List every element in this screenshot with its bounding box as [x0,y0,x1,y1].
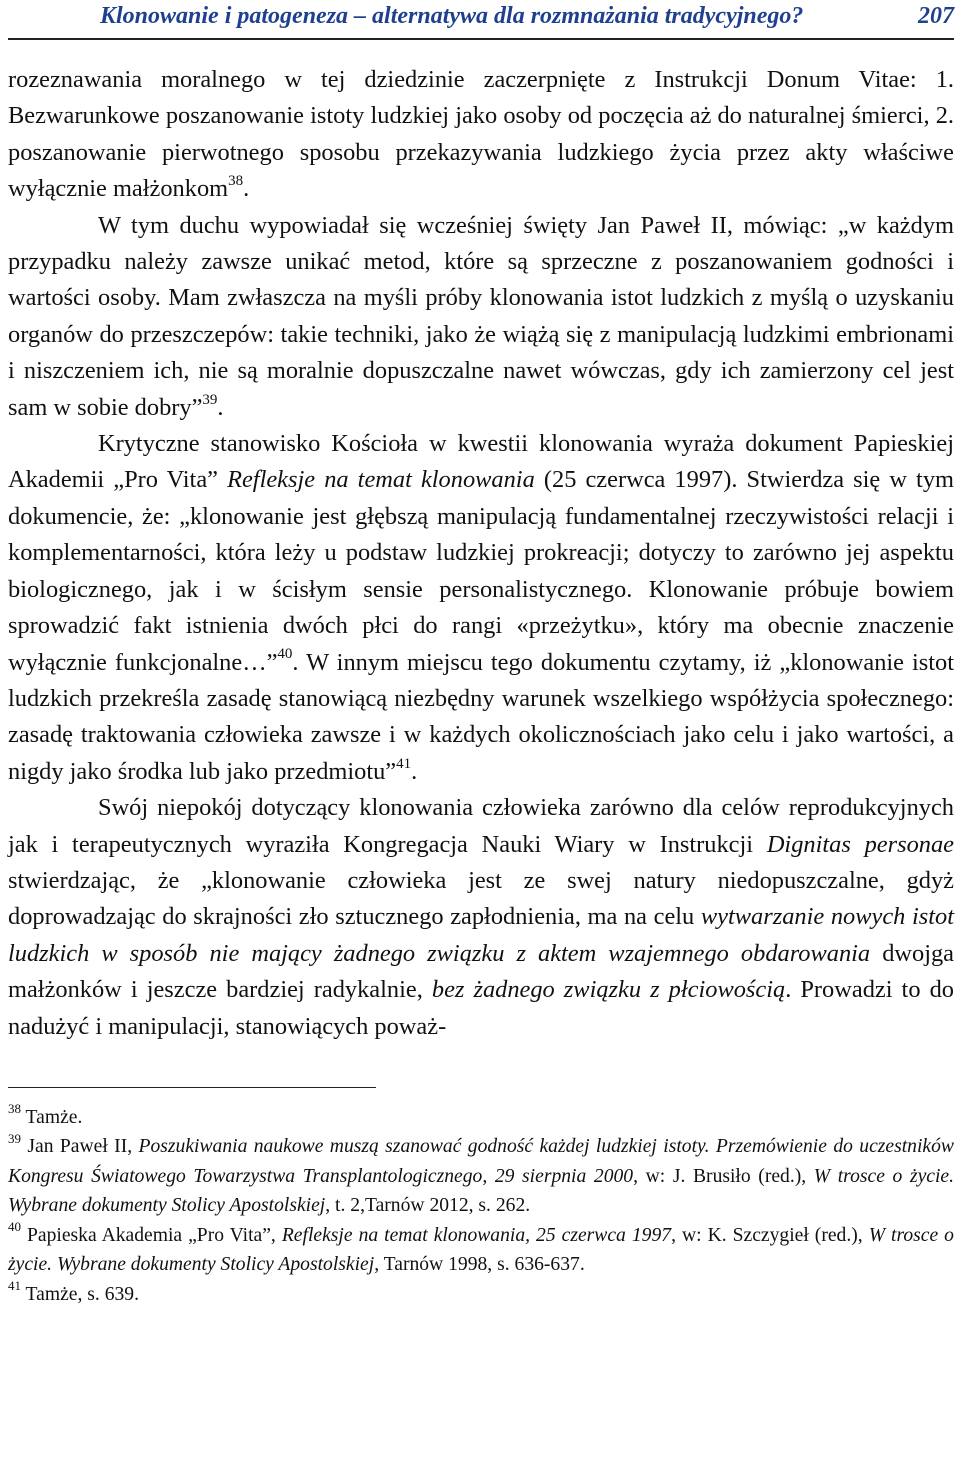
footnote-39 [8,1132,954,1221]
text-run: Swój niepokój dotyczący klonowania człowieka zarówno dla celów reprodukcyjnych jak i terapeutycznych wyraziła Kongregacja Nauki Wiary w Instrukcji [8,794,954,858]
footnote-number: 38 [8,1101,21,1117]
page [8,0,954,1309]
footnote-number: 41 [8,1278,21,1294]
text-run: . Prowadzi to do nadużyć i manipulacji, stanowiących poważ- [8,976,954,1040]
footnote-number: 39 [8,1130,21,1146]
text-run: rozeznawania moralnego w tej dziedzinie zaczerpnięte z Instrukcji Donum Vitae: 1. Bezwarunkowe poszanowanie istoty ludzkiej jako osoby od poczęcia aż do naturalnej śmierci, 2. poszanowanie pierwotnego sposobu przekazywania ludzkiego życia przez akty właściwe wyłącznie małżonkom [8,66,954,203]
italic-emphasis: wytwarzanie nowych istot ludzkich w sposób nie mający żadnego związku z aktem wzajemnego obdarowania [8,903,954,967]
italic-title: Refleksje na temat klonowania [227,466,535,494]
footnote-38 [8,1103,954,1133]
footnote-40 [8,1221,954,1280]
footnote-41 [8,1280,954,1310]
paragraph-1 [8,62,954,208]
footnote-italic: W trosce o życie. Wybrane dokumenty Stolicy Apostolskiej [8,1165,954,1217]
footnote-text: , Tarnów 1998, s. 636-637. [374,1254,585,1276]
running-title: Klonowanie i patogeneza – alternatywa dla rozmnażania tradycyjnego? [100,3,804,29]
text-run: stwierdzając, że „klonowanie człowieka jest ze swej natury niedopuszczalne, gdyż doprowadzając do skrajności zło sztucznego zapłodnienia, ma na celu [8,866,954,931]
footnote-text: , w: J. Brusiło (red.), [633,1165,814,1187]
text-run: . [243,175,250,203]
text-run: Krytyczne stanowisko Kościoła w kwestii klonowania wyraża dokument Papieskiej Akademii „Pro Vita” [8,430,954,494]
paragraph-3 [8,790,954,1045]
footnote-italic: Poszukiwania naukowe muszą szanować godność każdej ludzkiej istoty. Przemówienie do uczestników Kongresu Światowego Towarzystwa Transplantologicznego, 29 sierpnia 2000 [8,1136,954,1187]
footnote-italic: Refleksje na temat klonowania, 25 czerwca 1997 [281,1224,672,1246]
paragraph-1b [8,208,954,426]
footnotes [8,1103,954,1310]
text-run: . [217,393,224,421]
text-run: W tym duchu wypowiadał się wcześniej święty Jan Paweł II, mówiąc: „w każdym przypadku należy zawsze unikać metod, które są sprzeczne z poszanowaniem godności i wartości osoby. Mam zwłaszcza na myśli próby klonowania istot ludzkich z myślą o uzyskaniu organów do przeszczepów: takie techniki, jako że wiążą się z manipulacją ludzkimi embrionami i niszczeniem ich, nie są moralnie dopuszczalne nawet wówczas, gdy ich zamierzony cel jest sam w sobie dobry” [8,211,954,421]
page-number: 207 [918,3,954,29]
footnote-ref-38[interactable]: 38 [228,173,244,190]
text-run: (25 czerwca 1997). Stwierdza się w tym dokumencie, że: „klonowanie jest głębszą manipulacją fundamentalnej rzeczywistości relacji i komplementarności, która leży u podstaw ludzkiej prokreacji; dotyczy to zarówno jej aspektu biologicznego, jak i w ścisłym sensie personalistycznego. Klonowanie próbuje bowiem sprowadzić fakt istnienia dwóch płci do rangi «przeżytku», który ma obecnie znaczenie wyłącznie funkcjonalne…” [8,466,954,676]
paragraph-2 [8,426,954,790]
footnote-ref-41[interactable]: 41 [396,755,412,772]
italic-emphasis: bez żadnego związku z płciowością [431,976,786,1004]
footnote-ref-40[interactable]: 40 [277,646,293,663]
text-run: dwojga małżonków i jeszcze bardziej radykalnie, [8,939,954,1004]
footnote-italic: W trosce o życie. Wybrane dokumenty Stolicy Apostolskiej [8,1224,954,1276]
footnote-text: Jan Paweł II, [21,1136,139,1158]
footnote-text: Tamże. [21,1106,83,1128]
main-text [8,62,954,1045]
footnote-number: 40 [8,1219,21,1235]
running-header [8,0,954,40]
text-run: . W innym miejscu tego dokumentu czytamy, iż „klonowanie istot ludzkich przekreśla zasadę stanowiącą niezbędny warunek wszelkiego współżycia społecznego: zasadę traktowania człowieka zawsze i w każdych okolicznościach jako celu i jako wartości, a nigdy jako środka lub jako przedmiotu” [8,648,955,785]
footnote-text: Papieska Akademia „Pro Vita”, [21,1224,282,1246]
footnote-text: Tamże, s. 639. [21,1283,139,1305]
text-run: . [411,757,418,785]
footnote-separator [8,1087,376,1088]
footnote-ref-39[interactable]: 39 [202,391,218,408]
footnote-text: , w: K. Szczygieł (red.), [671,1224,869,1246]
footnote-text: , t. 2,Tarnów 2012, s. 262. [325,1195,531,1217]
italic-title: Dignitas personae [766,830,954,858]
